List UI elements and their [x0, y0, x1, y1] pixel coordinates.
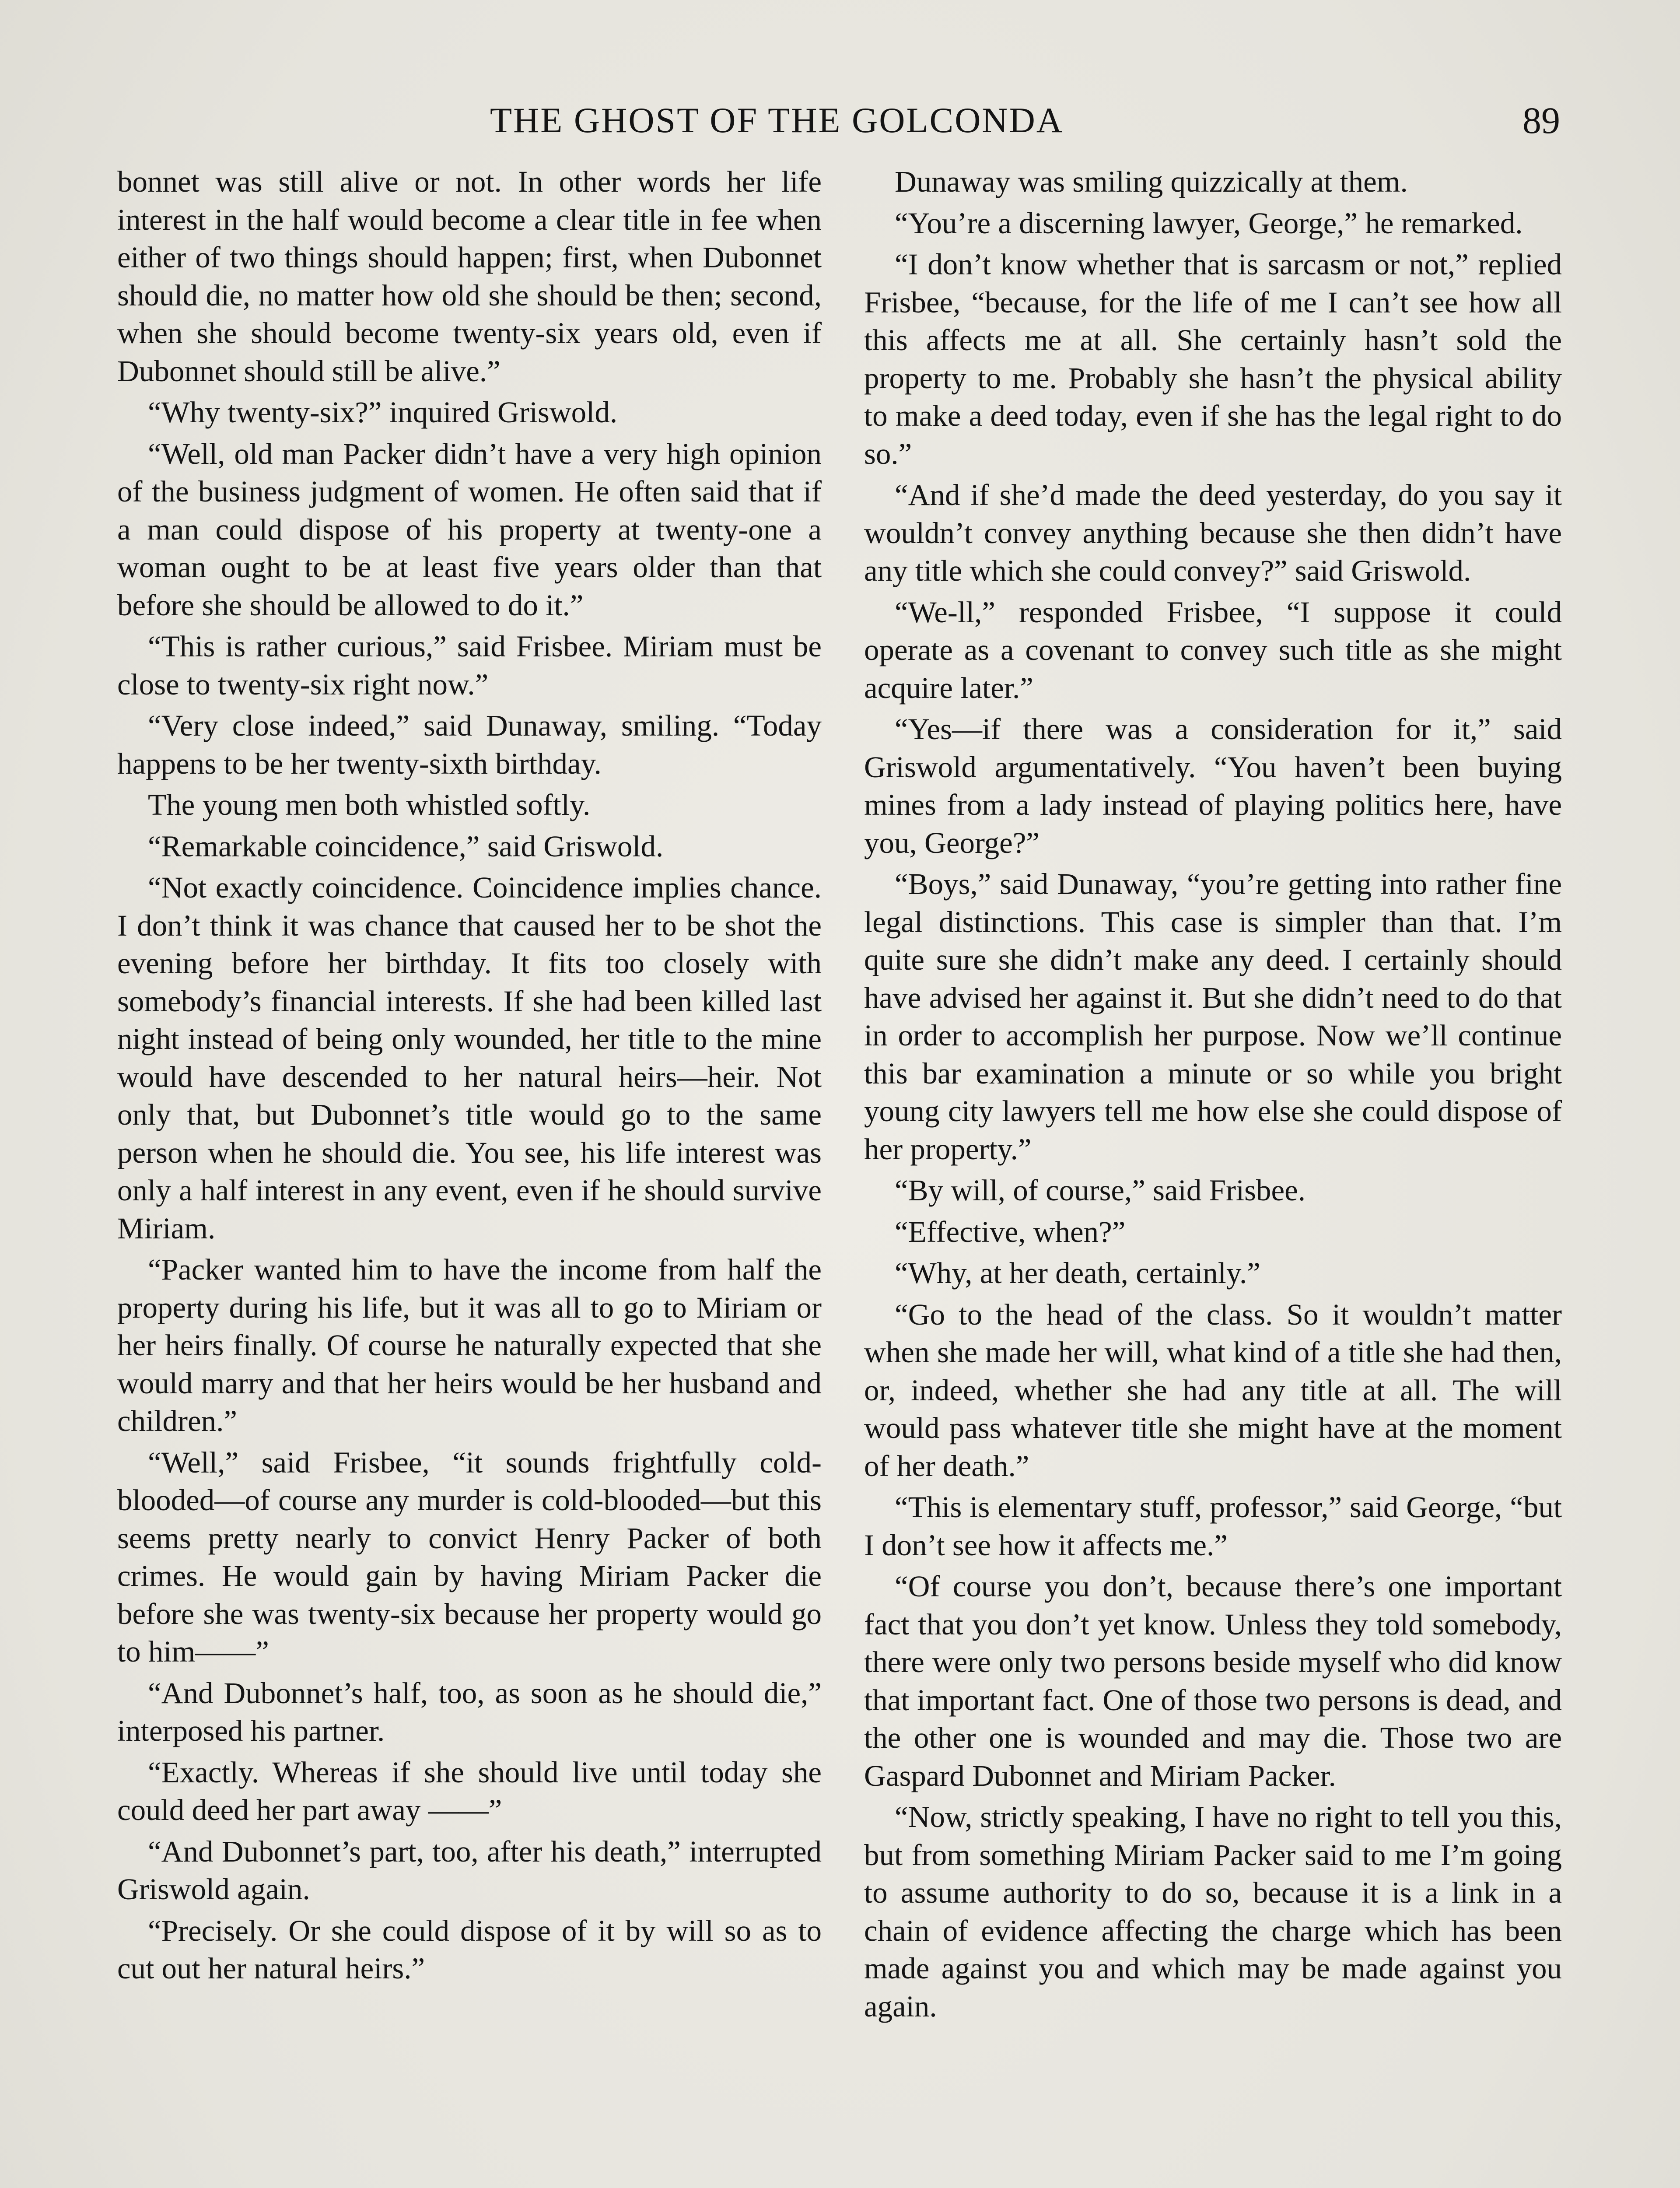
- paragraph: “Precisely. Or she could dispose of it by will so as to cut out her natural heirs.”: [117, 1914, 822, 1985]
- paragraph: “Remarkable coincidence,” said Griswold.: [148, 829, 664, 863]
- paragraph: “And Dubonnet’s half, too, as soon as he should die,” interposed his partner.: [117, 1676, 822, 1747]
- paragraph: “We-ll,” responded Frisbee, “I suppose it could operate as a covenant to convey such title as she might acquire later.”: [864, 595, 1562, 705]
- paragraph: “Boys,” said Dunaway, “you’re getting into rather fine legal distinctions. This case is simpler than that. I’m quite sure she didn’t make any deed. I certainly should have advised her against it. But she didn’t need to do that in order to accomplish her purpose. Now we’ll continue this bar examination a minute or so while you bright young city lawyers tell me how else she could dispose of her property.”: [864, 867, 1562, 1166]
- paragraph: “I don’t know whether that is sarcasm or not,” replied Frisbee, “because, for the life of me I can’t see how all this affects me at all. She certainly hasn’t sold the property to me. Probably she hasn’t the physical ability to make a deed today, even if she has the legal right to do so.”: [864, 248, 1562, 470]
- paragraph: “Now, strictly speaking, I have no right to tell you this, but from something Miriam Packer said to me I’m going to assume authority to do so, because it is a link in a chain of evidence affecting the charge which has been made against you and which may be made against you again.: [864, 1800, 1562, 2023]
- paragraph: “Well, old man Packer didn’t have a very high opinion of the business judgment of women. He often said that if a man could dispose of his property at twenty-one a woman ought to be at least five years older than that before she should be allowed to do it.”: [117, 437, 822, 622]
- page-number: 89: [1522, 99, 1560, 141]
- paragraph: “Not exactly coincidence. Coincidence implies chance. I don’t think it was chance that caused her to be shot the evening before her birthday. It fits too closely with somebody’s financial interests. If she had been killed last night instead of being only wounded, her title to the mine would have descended to her natural heirs—heir. Not only that, but Dubonnet’s title would go to the same person when he should die. You see, his life interest was only a half interest in any event, even if he should survive Miriam.: [117, 871, 822, 1245]
- paragraph: “Exactly. Whereas if she should live until today she could deed her part away ——”: [117, 1755, 822, 1827]
- paragraph: “This is rather curious,” said Frisbee. Miriam must be close to twenty-six right now.”: [117, 630, 822, 701]
- paragraph: “Of course you don’t, because there’s one important fact that you don’t yet know. Unless they told somebody, there were only two persons beside myself who did know that important fact. One of those two persons is dead, and the other one is wounded and may die. Those two are Gaspard Dubonnet and Miriam Packer.: [864, 1570, 1562, 1792]
- paragraph: “And Dubonnet’s part, too, after his death,” interrupted Griswold again.: [117, 1834, 822, 1906]
- paragraph: “By will, of course,” said Frisbee.: [895, 1174, 1306, 1207]
- left-column: [117, 163, 822, 1991]
- right-column: [864, 163, 1562, 2029]
- paragraph: The young men both whistled softly.: [148, 788, 591, 821]
- paragraph: Dunaway was smiling quizzically at them.: [895, 165, 1408, 198]
- paragraph: “Effective, when?”: [895, 1215, 1126, 1248]
- running-title: THE GHOST OF THE GOLCONDA: [490, 100, 1064, 140]
- paragraph: “Why twenty-six?” inquired Griswold.: [148, 396, 618, 429]
- paragraph: “Go to the head of the class. So it wouldn’t matter when she made her will, what kind of a title she had then, or, indeed, whether she had any title at all. The will would pass whatever title she might have at the moment of her death.”: [864, 1297, 1562, 1483]
- page-header: [0, 94, 1680, 147]
- paragraph: “Why, at her death, certainly.”: [895, 1256, 1260, 1290]
- paragraph: “Very close indeed,” said Dunaway, smiling. “Today happens to be her twenty-sixth birthday.: [117, 709, 822, 780]
- paragraph: “Yes—if there was a consideration for it,” said Griswold argumentatively. “You haven’t been buying mines from a lady instead of playing politics here, have you, George?”: [864, 712, 1562, 859]
- paragraph: bonnet was still alive or not. In other words her life interest in the half would become a clear title in fee when either of two things should happen; first, when Dubonnet should die, no matter how old she should be then; second, when she should become twenty-six years old, even if Dubonnet should still be alive.”: [117, 165, 822, 388]
- paragraph: “And if she’d made the deed yesterday, do you say it wouldn’t convey anything because she then didn’t have any title which she could convey?” said Griswold.: [864, 478, 1562, 587]
- paragraph: “You’re a discerning lawyer, George,” he remarked.: [895, 206, 1523, 240]
- paragraph: “This is elementary stuff, professor,” said George, “but I don’t see how it affects me.”: [864, 1490, 1562, 1562]
- paragraph: “Well,” said Frisbee, “it sounds frightfully cold-blooded—of course any murder is cold-blooded—but this seems pretty nearly to convict Henry Packer of both crimes. He would gain by having Miriam Packer die before she was twenty-six because her property would go to him——”: [117, 1445, 822, 1668]
- paragraph: “Packer wanted him to have the income from half the property during his life, but it was all to go to Miriam or her heirs finally. Of course he naturally expected that she would marry and that her heirs would be her husband and children.”: [117, 1253, 822, 1438]
